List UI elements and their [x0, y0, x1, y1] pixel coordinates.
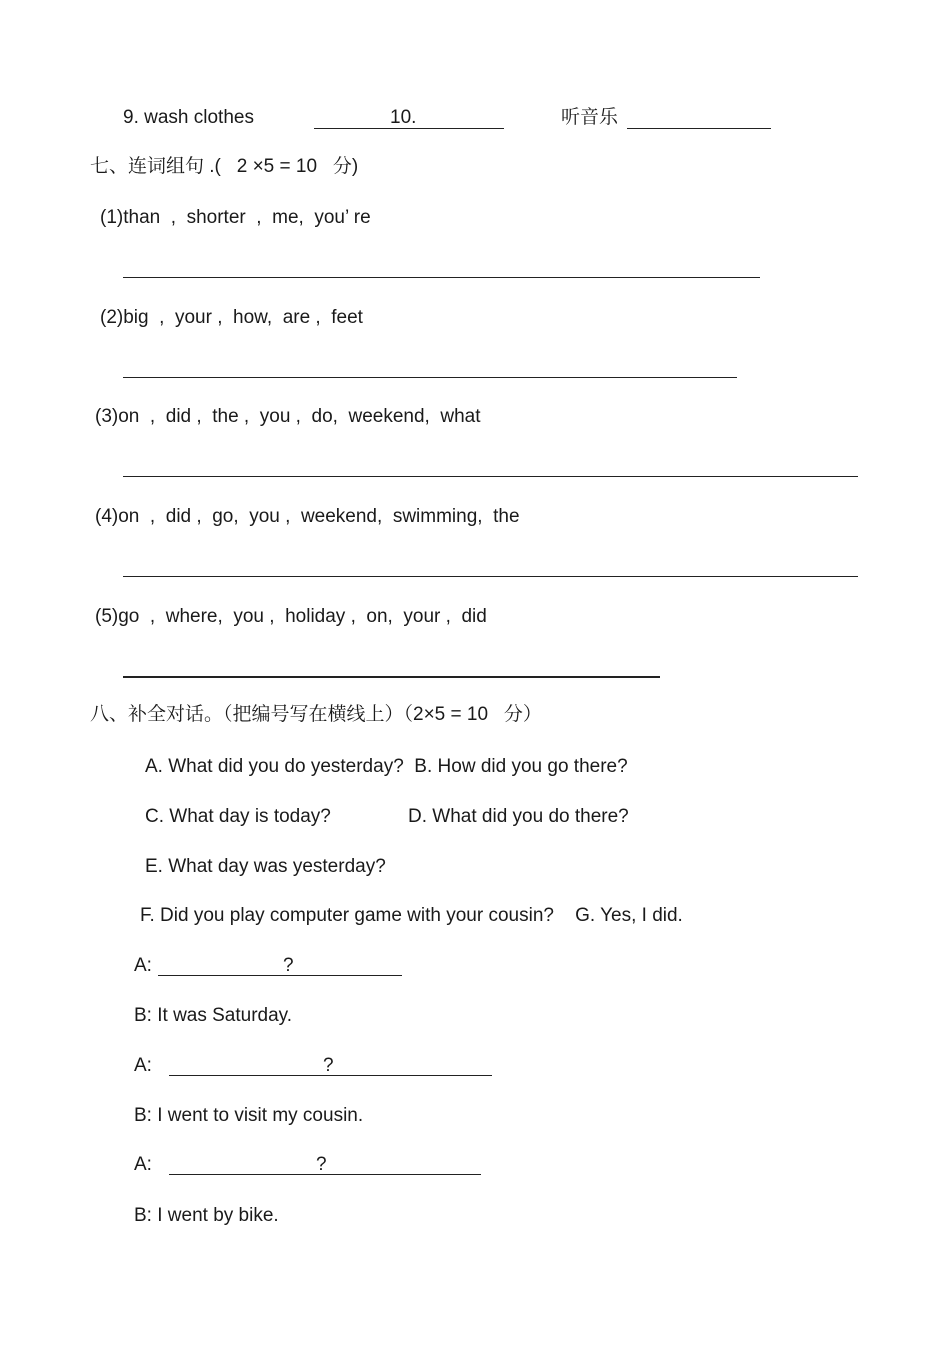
section-7-item-2: (2)big , your , how, are , feet [100, 307, 363, 328]
answer-line-5[interactable] [123, 676, 660, 678]
section-7-item-1: (1)than , shorter , me, you’ re [100, 207, 371, 228]
option-c: C. What day is today? [145, 806, 331, 827]
section-8-heading: 八、补全对话。（把编号写在横线上）（2×5 = 10 分） [90, 704, 542, 725]
item-9: 9. wash clothes [123, 107, 254, 128]
dialogue-q3-mark: ? [316, 1154, 327, 1175]
answer-line-3[interactable] [123, 476, 858, 477]
answer-blank-10[interactable] [627, 128, 771, 129]
listen-music-label: 听音乐 [561, 107, 619, 128]
dialogue-b2: B: I went to visit my cousin. [134, 1105, 364, 1126]
dialogue-a1-label: A: [134, 955, 152, 976]
dialogue-blank-1[interactable] [158, 975, 402, 976]
section-7-heading: 七、连词组句 .( 2 ×5 = 10 分) [90, 156, 359, 177]
dialogue-b3: B: I went by bike. [134, 1205, 279, 1226]
item-10: 10. [390, 107, 417, 128]
section-7-item-3: (3)on , did , the , you , do, weekend, what [95, 406, 481, 427]
dialogue-a2-label: A: [134, 1055, 152, 1076]
option-f-g: F. Did you play computer game with your cousin? G. Yes, I did. [140, 905, 683, 926]
dialogue-q1-mark: ? [283, 955, 294, 976]
dialogue-q2-mark: ? [323, 1055, 334, 1076]
section-7-item-4: (4)on , did , go, you , weekend, swimming, the [95, 506, 520, 527]
option-e: E. What day was yesterday? [145, 856, 386, 877]
section-7-item-5: (5)go , where, you , holiday , on, your , did [95, 606, 487, 627]
dialogue-a3-label: A: [134, 1154, 152, 1175]
answer-line-1[interactable] [123, 277, 760, 278]
dialogue-b1: B: It was Saturday. [134, 1005, 293, 1026]
answer-line-2[interactable] [123, 377, 737, 378]
option-d: D. What did you do there? [408, 806, 629, 827]
answer-line-4[interactable] [123, 576, 858, 577]
option-a-b: A. What did you do yesterday? B. How did you go there? [145, 756, 628, 777]
